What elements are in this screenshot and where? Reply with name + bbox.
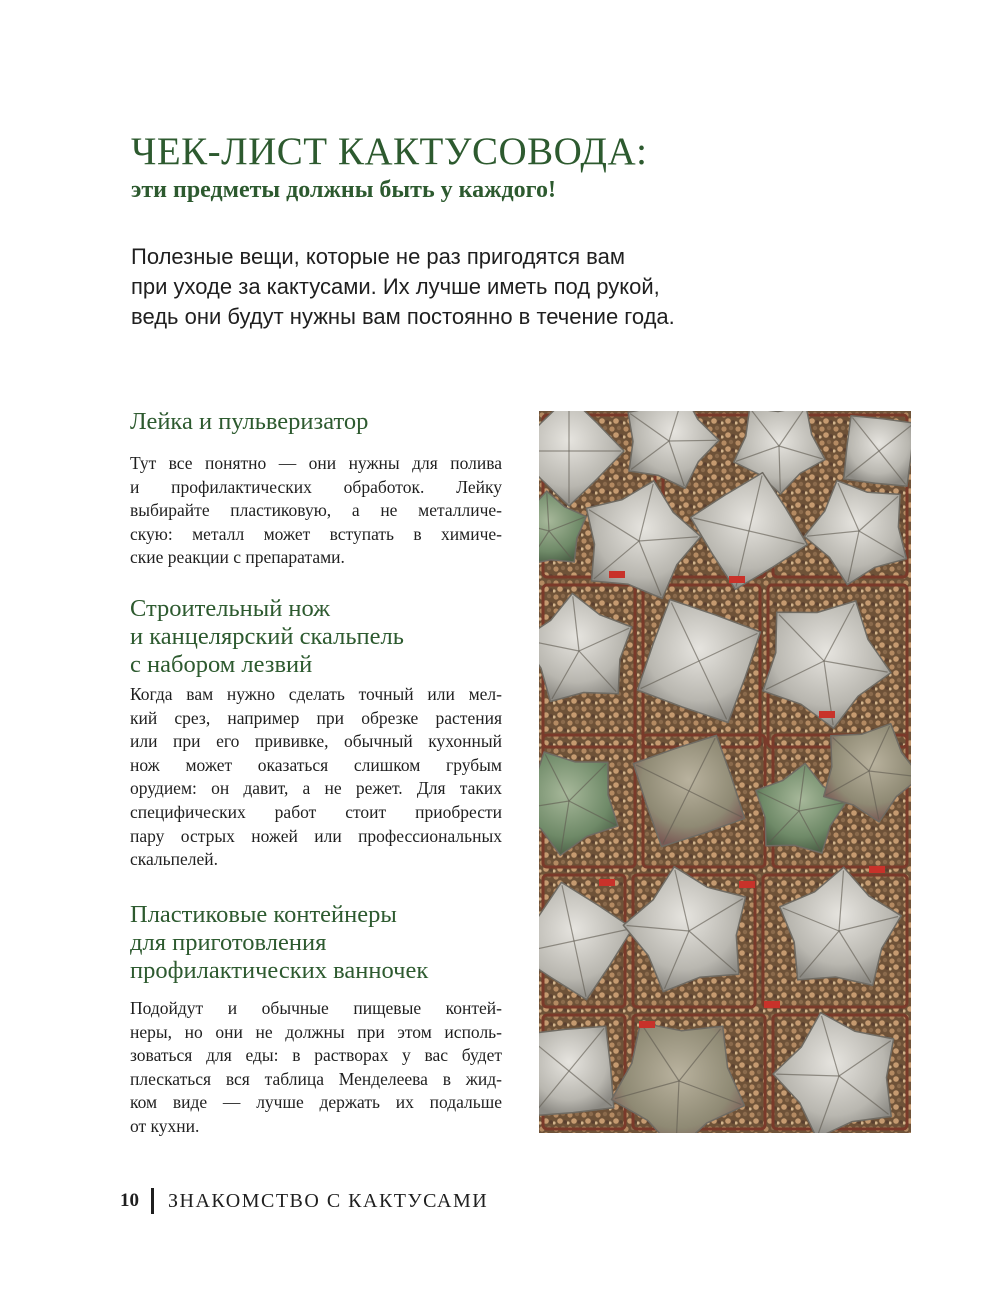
- section-knife-scalpel: [130, 595, 502, 872]
- plant-tag: [729, 576, 745, 583]
- section-watering-can: [130, 408, 502, 570]
- body-line: плескаться вся таблица Менделеева в жид-: [130, 1068, 502, 1089]
- plant-tag: [599, 879, 615, 886]
- plant-tag: [819, 711, 835, 718]
- section-heading-line: и канцелярский скальпель: [130, 623, 404, 650]
- body-line: от кухни.: [130, 1115, 200, 1136]
- page-number: 10: [120, 1190, 139, 1211]
- body-line: Когда вам нужно сделать точный или мел-: [130, 684, 502, 704]
- body-line: Подойдут и обычные пищевые контей-: [130, 998, 502, 1018]
- body-line: нож может оказаться слишком грубым: [130, 754, 502, 775]
- intro-line: ведь они будут нужны вам постоянно в течение года.: [131, 304, 675, 329]
- body-line: скую: металл может вступать в химиче-: [130, 523, 502, 544]
- body-line: орудием: он давит, а не режет. Для таких: [130, 778, 502, 799]
- body-line: и профилактических обработок. Лейку: [130, 476, 502, 497]
- body-line: специфических работ стоит приобрести: [130, 801, 502, 822]
- section-heading-line: профилактических ванночек: [130, 957, 429, 984]
- section-heading-line: для приготовления: [130, 929, 327, 956]
- body-line: или при его прививке, обычный кухонный: [130, 731, 502, 752]
- body-line: Тут все понятно — они нужны для полива: [130, 453, 502, 473]
- body-line: выбирайте пластиковую, а не металличе-: [130, 500, 502, 521]
- plant-tag: [869, 866, 885, 873]
- cactus-shape: [844, 416, 911, 486]
- body-line: ком виде — лучше держать их подальше: [130, 1092, 502, 1113]
- footer-divider: [151, 1188, 154, 1214]
- cactus-shape: [539, 1026, 614, 1116]
- section-heading: [130, 408, 502, 436]
- cactus-photo: [539, 411, 911, 1133]
- footer-section-name: ЗНАКОМСТВО С КАКТУСАМИ: [168, 1189, 489, 1212]
- section-heading-line: Пластиковые контейнеры: [130, 901, 397, 928]
- body-line: кий срез, например при обрезке растения: [130, 707, 502, 728]
- intro-paragraph: [131, 242, 771, 332]
- plant-tag: [764, 1001, 780, 1008]
- section-heading-line: Лейка и пульверизатор: [130, 408, 369, 435]
- body-line: неры, но они не должны при этом исполь-: [130, 1021, 502, 1042]
- plant-tag: [639, 1021, 655, 1028]
- section-body: [130, 997, 502, 1139]
- section-heading-line: Строительный нож: [130, 595, 331, 622]
- intro-line: Полезные вещи, которые не раз пригодятся вам: [131, 244, 625, 269]
- page-subtitle: эти предметы должны быть у каждого!: [131, 177, 556, 203]
- section-plastic-containers: [130, 901, 502, 1139]
- plant-tag: [609, 571, 625, 578]
- section-body: [130, 683, 502, 872]
- cactus-rib: [669, 440, 717, 441]
- body-line: пару острых ножей или профессиональных: [130, 825, 502, 846]
- plant-tag: [739, 881, 755, 888]
- body-line: ские реакции с препаратами.: [130, 547, 345, 568]
- section-heading: [130, 595, 502, 679]
- section-heading-line: с набором лезвий: [130, 651, 313, 678]
- body-line: зоваться для еды: в растворах у вас будет: [130, 1045, 502, 1066]
- intro-line: при уходе за кактусами. Их лучше иметь под рукой,: [131, 274, 660, 299]
- body-line: скальпелей.: [130, 849, 219, 870]
- section-body: [130, 452, 502, 570]
- page-footer: [120, 1186, 488, 1216]
- page-title: ЧЕК-ЛИСТ КАКТУСОВОДА:: [131, 130, 648, 173]
- section-heading: [130, 901, 502, 985]
